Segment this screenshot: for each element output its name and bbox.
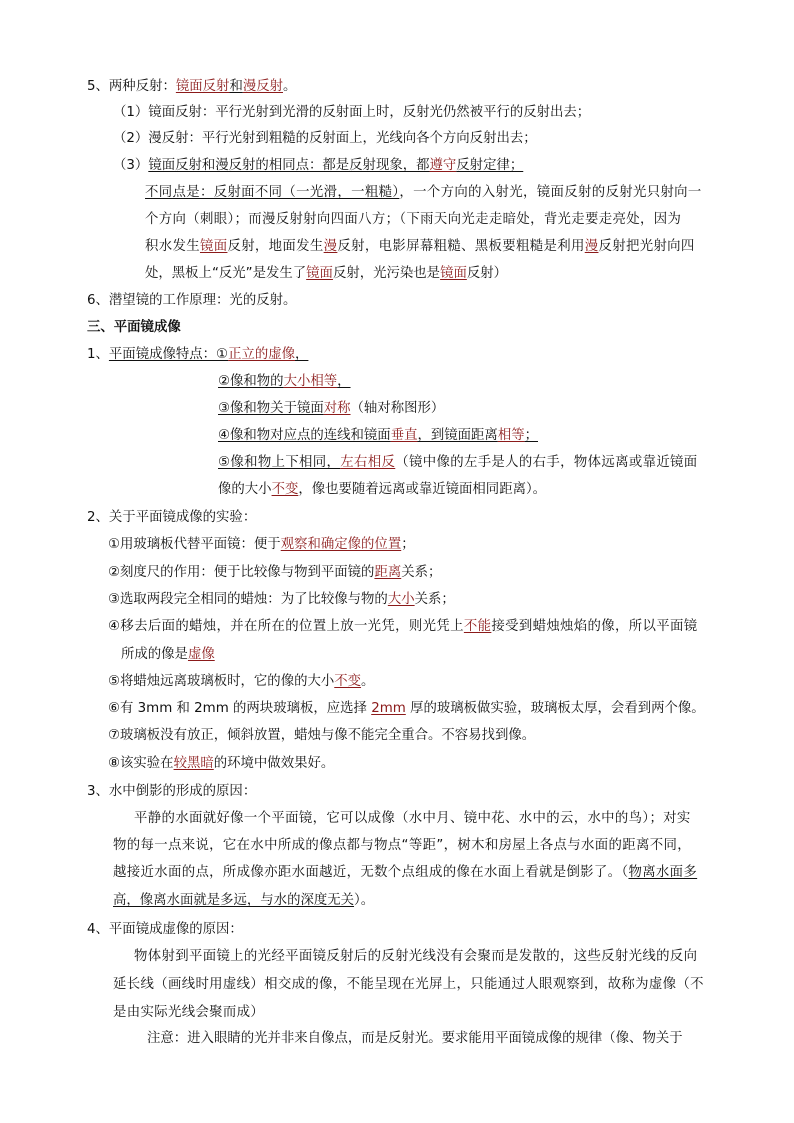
- underlined-text: ；: [524, 428, 538, 443]
- text-line: [87, 345, 308, 365]
- text-span: 5、两种反射：: [87, 79, 176, 94]
- text-line: [134, 947, 697, 967]
- underlined-text: ④像和物对应点的连线和镜面: [218, 428, 391, 443]
- highlighted-term: 漫: [323, 239, 338, 254]
- text-span: 反射，地面发生: [227, 239, 324, 254]
- text-span: ⑦玻璃板没有放正，倾斜放置，蜡烛与像不能完全重合。不容易找到像。: [108, 728, 536, 743]
- text-span: 处，黑板上“反光”是发生了: [145, 266, 307, 281]
- text-span: 的环境中做效果好。: [213, 756, 335, 771]
- highlighted-term: 大小: [387, 592, 415, 607]
- text-line: [87, 508, 256, 528]
- text-span: ，像也要随着远离或靠近镜面相同距离）。: [298, 482, 547, 497]
- text-span: 个方向（刺眼）；而漫反射射向四面八方；（下雨天向光走走暗处，背光走要走亮处，因为: [145, 212, 682, 227]
- text-line: [113, 975, 704, 995]
- text-span: 厚的玻璃板做实验，玻璃板太厚，会看到两个像。: [405, 701, 705, 716]
- text-span: 物体射到平面镜上的光经平面镜反射后的反射光线没有会聚而是发散的，这些反射光线的反向: [134, 949, 698, 964]
- text-line: [113, 836, 691, 856]
- text-span: 。: [283, 79, 297, 94]
- text-span: 像的大小: [218, 482, 272, 497]
- text-span: ；: [401, 537, 415, 552]
- highlighted-term: 镜面反射: [175, 79, 230, 94]
- text-line: [218, 372, 351, 392]
- highlighted-term: 垂直: [390, 428, 418, 443]
- text-line: [108, 754, 334, 774]
- highlighted-term: 观察和确定像的位置: [280, 537, 402, 552]
- text-line: [113, 103, 590, 123]
- text-line: [121, 645, 215, 665]
- text-line: [108, 672, 374, 692]
- highlighted-term: 漫: [584, 239, 599, 254]
- highlighted-term: 左右相反: [340, 455, 396, 470]
- text-span: ③选取两段完全相同的蜡烛：为了比较像与物的: [108, 592, 388, 607]
- text-line: [113, 863, 697, 883]
- underlined-text: ，: [295, 347, 309, 362]
- text-line: [218, 480, 546, 500]
- underlined-text: ③像和物关于镜面: [218, 401, 324, 416]
- highlighted-term: 距离: [374, 565, 402, 580]
- text-line: [87, 77, 296, 97]
- text-span: 反射把光射向四: [598, 239, 695, 254]
- text-span: ⑧该实验在: [108, 756, 174, 771]
- underlined-text: 反射定律；: [456, 158, 524, 173]
- underlined-text: 平面镜成像特点：①: [108, 347, 229, 362]
- underlined-text: 不同点是：反射面不同（一光滑，一粗糙）: [145, 185, 400, 200]
- text-span: 注意：进入眼睛的光并非来自像点，而是反射光。要求能用平面镜成像的规律（像、物关于: [147, 1031, 683, 1046]
- highlighted-term: 大小相等: [283, 374, 338, 389]
- highlighted-term: 不能: [463, 619, 492, 634]
- text-line: [218, 399, 444, 419]
- section-heading: [87, 318, 181, 338]
- text-line: [145, 210, 681, 230]
- highlighted-term: 镜面: [199, 239, 228, 254]
- text-line: [108, 535, 415, 555]
- text-line: [87, 782, 256, 802]
- text-line: [145, 264, 507, 284]
- text-span: 。: [361, 674, 375, 689]
- text-span: ⑤将蜡烛远离玻璃板时，它的像的大小: [108, 674, 335, 689]
- highlighted-term: 镜面: [440, 266, 467, 281]
- highlighted-term: 较黑暗: [173, 756, 214, 771]
- underlined-text: 物离水面多: [628, 865, 698, 880]
- text-line: [218, 453, 698, 473]
- text-span: ①用玻璃板代替平面镜：便于: [108, 537, 281, 552]
- text-span: 积水发生: [145, 239, 200, 254]
- text-span: 接受到蜡烛烛焰的像，所以平面镜: [491, 619, 698, 634]
- text-line: [145, 183, 702, 203]
- text-line: [134, 809, 691, 829]
- highlighted-term: 正立的虚像: [228, 347, 296, 362]
- text-span: ）。: [354, 893, 375, 908]
- text-line: [108, 563, 441, 583]
- text-span: 2、关于平面镜成像的实验：: [87, 510, 257, 525]
- text-span: 三、平面镜成像: [87, 320, 181, 335]
- text-span: 所成的像是: [121, 647, 188, 662]
- text-span: （2）漫反射：平行光射到粗糙的反射面上，光线向各个方向反射出去；: [113, 131, 537, 146]
- text-span: 延长线（画线时用虚线）相交成的像，不能呈现在光屏上，只能通过人眼观察到，故称为虚像（不: [113, 977, 704, 992]
- underlined-text: ，: [337, 374, 351, 389]
- text-line: [108, 726, 535, 746]
- underlined-text: 和: [229, 79, 243, 94]
- text-span: ②刻度尺的作用：便于比较像与物到平面镜的: [108, 565, 375, 580]
- text-span: 越接近水面的点，所成像亦距水面越近，无数个点组成的像在水面上看就是倒影了。（: [113, 865, 629, 880]
- text-line: [113, 891, 374, 911]
- highlighted-term: 镜面: [306, 266, 333, 281]
- text-span: 关系；: [414, 592, 455, 607]
- highlighted-term: 对称: [323, 401, 351, 416]
- underlined-text: ，到镜面距离: [417, 428, 498, 443]
- text-span: 反射，光污染也是: [332, 266, 441, 281]
- highlighted-term: 虚像: [187, 647, 215, 662]
- text-line: [113, 1003, 264, 1023]
- text-span: （3）: [113, 158, 149, 173]
- text-span: 平静的水面就好像一个平面镜，它可以成像（水中月、镜中花、水中的云，水中的鸟）；对实: [134, 811, 691, 826]
- text-line: [108, 699, 705, 719]
- text-line: [113, 129, 537, 149]
- underlined-text: ②像和物的: [218, 374, 284, 389]
- highlighted-term: 2mm: [371, 701, 406, 716]
- highlighted-term: 漫反射: [242, 79, 283, 94]
- text-line: [113, 156, 523, 176]
- text-span: ④移去后面的蜡烛，并在所在的位置上放一光凭，则光凭上: [108, 619, 464, 634]
- text-span: ⑥有 3mm 和 2mm 的两块玻璃板，应选择: [108, 701, 372, 716]
- underlined-text: 镜面反射和漫反射的相同点：都是反射现象，都: [148, 158, 430, 173]
- text-line: [218, 426, 538, 446]
- underlined-text: 高，像离水面就是多远，与水的深度无关: [113, 893, 355, 908]
- text-span: 1、: [87, 347, 109, 362]
- text-span: 反射）: [466, 266, 508, 281]
- text-line: [87, 291, 296, 311]
- text-span: 反射，电影屏幕粗糙、黑板要粗糙是利用: [337, 239, 585, 254]
- text-span: ，一个方向的入射光，镜面反射的反射光只射向一: [399, 185, 702, 200]
- text-span: 物的每一点来说，它在水中所成的像点都与物点“等距”，树木和房屋上各点与水面的距离不同，: [113, 838, 691, 853]
- text-line: [108, 590, 455, 610]
- text-line: [87, 920, 243, 940]
- text-span: （1）镜面反射：平行光射到光滑的反射面上时，反射光仍然被平行的反射出去；: [113, 105, 591, 120]
- text-span: 6、潜望镜的工作原理：光的反射。: [87, 293, 297, 308]
- highlighted-term: 不变: [271, 482, 299, 497]
- highlighted-term: 遵守: [429, 158, 457, 173]
- text-span: 3、水中倒影的形成的原因：: [87, 784, 257, 799]
- text-span: 4、平面镜成虚像的原因：: [87, 922, 243, 937]
- text-line: [145, 237, 695, 257]
- highlighted-term: 相等: [497, 428, 525, 443]
- highlighted-term: 不变: [334, 674, 362, 689]
- underlined-text: ⑤像和物上下相同，: [218, 455, 341, 470]
- text-span: （轴对称图形）: [350, 401, 445, 416]
- text-span: 是由实际光线会聚而成）: [113, 1005, 265, 1020]
- text-span: 关系；: [401, 565, 442, 580]
- text-span: （镜中像的左手是人的右手，物体远离或靠近镜面: [395, 455, 698, 470]
- text-line: [108, 617, 697, 637]
- text-line: [147, 1029, 683, 1049]
